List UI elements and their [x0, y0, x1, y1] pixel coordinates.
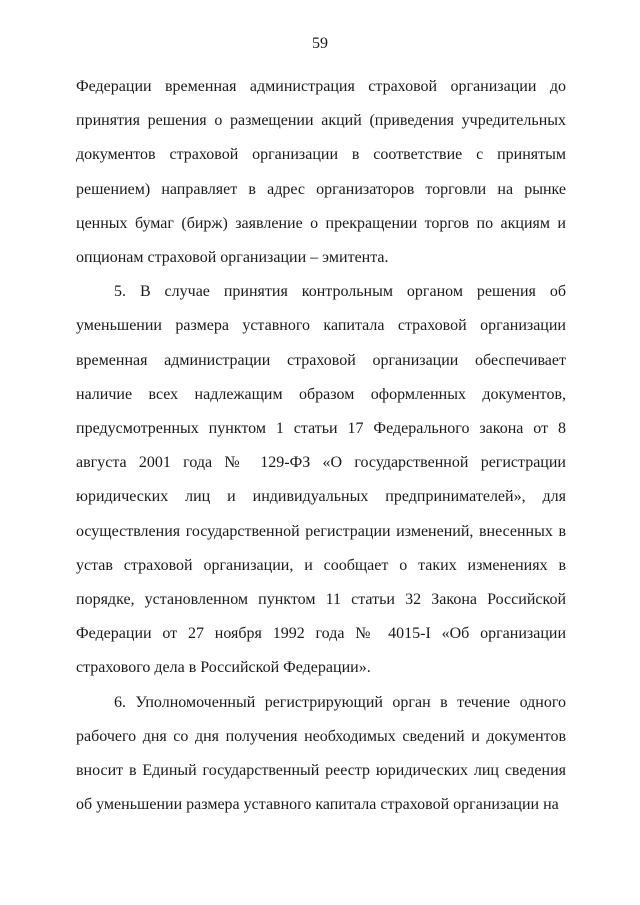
paragraph-item-5: 5. В случае принятия контрольным органом решения об уменьшении размера уставного капитала страховой организации временная администрации страховой организации обеспечивает наличие всех надлежащим образом оформленных документов, предусмотренных пунктом 1 статьи 17 Федерального закона от 8 августа 2001 года № 129-ФЗ «О государственной регистрации юридических лиц и индивидуальных предпринимателей», для осуществления государственной регистрации изменений, внесенных в устав страховой организации, и сообщает о таких изменениях в порядке, установленном пунктом 11 статьи 32 Закона Российской Федерации от 27 ноября 1992 года № 4015-I «Об организации страхового дела в Российской Федерации». — [76, 283, 566, 677]
paragraph-item-6: 6. Уполномоченный регистрирующий орган в течение одного рабочего дня со дня получения необходимых сведений и документов вносит в Единый государственный реестр юридических лиц сведения об уменьшении размера уставного капитала страховой организации на — [76, 693, 566, 814]
body-text — [76, 70, 566, 822]
page-number: 59 — [312, 35, 328, 52]
paragraph-continuation: Федерации временная администрация страховой организации до принятия решения о размещении акций (приведения учредительных документов страховой организации в соответствие с принятым решением) направляет в адрес организаторов торговли на рынке ценных бумаг (бирж) заявление о прекращении торгов по акциям и опционам страховой организации – эмитента. — [76, 78, 566, 267]
